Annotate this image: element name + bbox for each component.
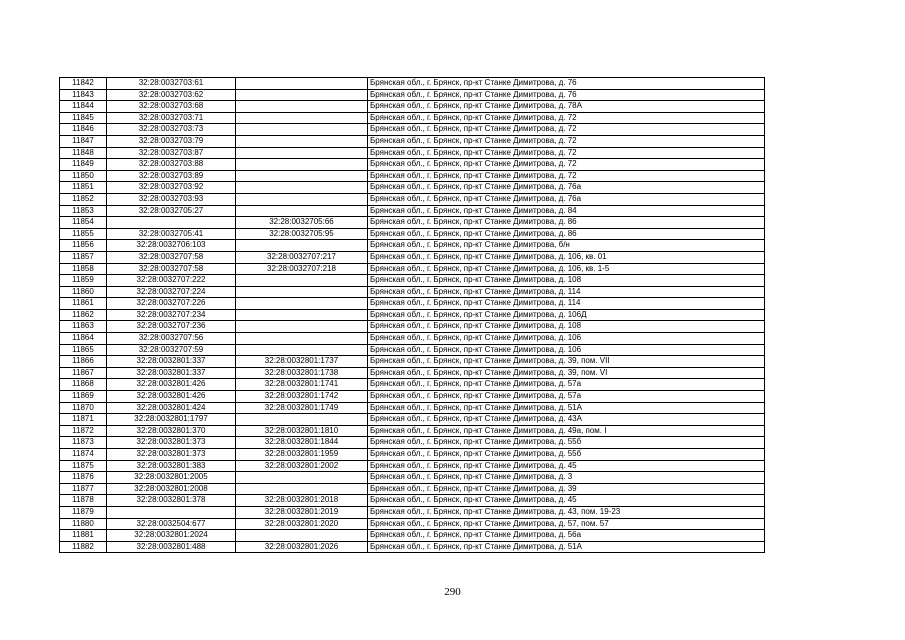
cadastral-number-cell: 32:28:0032801:378 [107, 495, 236, 507]
object-cadastral-number-cell [236, 275, 368, 287]
table-row [60, 425, 765, 437]
object-cadastral-number-cell: 32:28:0032801:2020 [236, 518, 368, 530]
address-cell: Брянская обл., г. Брянск, пр-кт Станке Димитрова, д. 106, кв. 1-5 [368, 263, 765, 275]
table-row [60, 228, 765, 240]
row-number-cell: 11856 [60, 240, 107, 252]
row-number-cell: 11844 [60, 101, 107, 113]
page-number: 290 [444, 586, 461, 598]
property-table [59, 77, 765, 553]
object-cadastral-number-cell [236, 159, 368, 171]
row-number-cell: 11843 [60, 89, 107, 101]
address-cell: Брянская обл., г. Брянск, пр-кт Станке Димитрова, д. 106, кв. 01 [368, 251, 765, 263]
address-cell: Брянская обл., г. Брянск, пр-кт Станке Димитрова, д. 43, пом. 19-23 [368, 506, 765, 518]
object-cadastral-number-cell: 32:28:0032707:217 [236, 251, 368, 263]
object-cadastral-number-cell [236, 89, 368, 101]
address-cell: Брянская обл., г. Брянск, пр-кт Станке Димитрова, д. 106Д [368, 309, 765, 321]
cadastral-number-cell: 32:28:0032801:424 [107, 402, 236, 414]
row-number-cell: 11870 [60, 402, 107, 414]
address-cell: Брянская обл., г. Брянск, пр-кт Станке Димитрова, д. 57, пом. 57 [368, 518, 765, 530]
table-row [60, 333, 765, 345]
cadastral-number-cell: 32:28:0032801:337 [107, 356, 236, 368]
table-row [60, 437, 765, 449]
row-number-cell: 11866 [60, 356, 107, 368]
object-cadastral-number-cell [236, 321, 368, 333]
row-number-cell: 11853 [60, 205, 107, 217]
address-cell: Брянская обл., г. Брянск, пр-кт Станке Димитрова, д. 57а [368, 379, 765, 391]
address-cell: Брянская обл., г. Брянск, пр-кт Станке Димитрова, д. 39, пом. VII [368, 356, 765, 368]
address-cell: Брянская обл., г. Брянск, пр-кт Станке Димитрова, д. 106 [368, 333, 765, 345]
table-row [60, 89, 765, 101]
cadastral-number-cell: 32:28:0032707:222 [107, 275, 236, 287]
table-row [60, 495, 765, 507]
cadastral-number-cell: 32:28:0032801:2005 [107, 472, 236, 484]
object-cadastral-number-cell: 32:28:0032801:2019 [236, 506, 368, 518]
table-row [60, 101, 765, 113]
object-cadastral-number-cell [236, 344, 368, 356]
row-number-cell: 11851 [60, 182, 107, 194]
table-row [60, 472, 765, 484]
row-number-cell: 11867 [60, 367, 107, 379]
address-cell: Брянская обл., г. Брянск, пр-кт Станке Димитрова, д. 78А [368, 101, 765, 113]
cadastral-number-cell: 32:28:0032504:677 [107, 518, 236, 530]
address-cell: Брянская обл., г. Брянск, пр-кт Станке Димитрова, д. 86 [368, 217, 765, 229]
address-cell: Брянская обл., г. Брянск, пр-кт Станке Димитрова, д. 55б [368, 437, 765, 449]
address-cell: Брянская обл., г. Брянск, пр-кт Станке Димитрова, д. 72 [368, 135, 765, 147]
cadastral-number-cell: 32:28:0032703:92 [107, 182, 236, 194]
cadastral-number-cell: 32:28:0032706:103 [107, 240, 236, 252]
row-number-cell: 11871 [60, 414, 107, 426]
address-cell: Брянская обл., г. Брянск, пр-кт Станке Димитрова, д. 114 [368, 298, 765, 310]
table-row [60, 170, 765, 182]
table-row [60, 205, 765, 217]
address-cell: Брянская обл., г. Брянск, пр-кт Станке Димитрова, д. 108 [368, 275, 765, 287]
row-number-cell: 11882 [60, 541, 107, 553]
cadastral-number-cell: 32:28:0032703:93 [107, 193, 236, 205]
object-cadastral-number-cell: 32:28:0032801:1959 [236, 449, 368, 461]
table-row [60, 541, 765, 553]
row-number-cell: 11865 [60, 344, 107, 356]
cadastral-number-cell: 32:28:0032801:2008 [107, 483, 236, 495]
table-row [60, 449, 765, 461]
cadastral-number-cell: 32:28:0032703:87 [107, 147, 236, 159]
object-cadastral-number-cell [236, 333, 368, 345]
cadastral-number-cell [107, 217, 236, 229]
table-row [60, 402, 765, 414]
cadastral-number-cell: 32:28:0032707:234 [107, 309, 236, 321]
table-row [60, 275, 765, 287]
cadastral-number-cell: 32:28:0032707:236 [107, 321, 236, 333]
object-cadastral-number-cell: 32:28:0032801:1742 [236, 391, 368, 403]
object-cadastral-number-cell: 32:28:0032801:1741 [236, 379, 368, 391]
table-row [60, 112, 765, 124]
address-cell: Брянская обл., г. Брянск, пр-кт Станке Димитрова, д. 76 [368, 89, 765, 101]
object-cadastral-number-cell: 32:28:0032705:95 [236, 228, 368, 240]
row-number-cell: 11869 [60, 391, 107, 403]
address-cell: Брянская обл., г. Брянск, пр-кт Станке Димитрова, д. 72 [368, 112, 765, 124]
table-row [60, 356, 765, 368]
address-cell: Брянская обл., г. Брянск, пр-кт Станке Димитрова, д. 45 [368, 495, 765, 507]
row-number-cell: 11854 [60, 217, 107, 229]
cadastral-number-cell: 32:28:0032801:2024 [107, 530, 236, 542]
cadastral-number-cell: 32:28:0032703:61 [107, 78, 236, 90]
property-table-body [60, 78, 765, 553]
row-number-cell: 11859 [60, 275, 107, 287]
address-cell: Брянская обл., г. Брянск, пр-кт Станке Димитрова, д. 51А [368, 541, 765, 553]
object-cadastral-number-cell: 32:28:0032801:1738 [236, 367, 368, 379]
address-cell: Брянская обл., г. Брянск, пр-кт Станке Димитрова, д. 76 [368, 78, 765, 90]
address-cell: Брянская обл., г. Брянск, пр-кт Станке Димитрова, д. 56а [368, 530, 765, 542]
table-row [60, 298, 765, 310]
row-number-cell: 11864 [60, 333, 107, 345]
address-cell: Брянская обл., г. Брянск, пр-кт Станке Димитрова, д. 72 [368, 170, 765, 182]
row-number-cell: 11880 [60, 518, 107, 530]
object-cadastral-number-cell: 32:28:0032801:2002 [236, 460, 368, 472]
table-row [60, 506, 765, 518]
object-cadastral-number-cell: 32:28:0032801:1844 [236, 437, 368, 449]
object-cadastral-number-cell [236, 286, 368, 298]
object-cadastral-number-cell [236, 530, 368, 542]
row-number-cell: 11873 [60, 437, 107, 449]
row-number-cell: 11855 [60, 228, 107, 240]
object-cadastral-number-cell [236, 147, 368, 159]
row-number-cell: 11849 [60, 159, 107, 171]
cadastral-number-cell: 32:28:0032703:79 [107, 135, 236, 147]
row-number-cell: 11842 [60, 78, 107, 90]
table-row [60, 78, 765, 90]
row-number-cell: 11847 [60, 135, 107, 147]
table-row [60, 286, 765, 298]
table-row [60, 124, 765, 136]
cadastral-number-cell: 32:28:0032707:224 [107, 286, 236, 298]
row-number-cell: 11850 [60, 170, 107, 182]
table-row [60, 460, 765, 472]
cadastral-number-cell: 32:28:0032801:426 [107, 391, 236, 403]
object-cadastral-number-cell [236, 193, 368, 205]
address-cell: Брянская обл., г. Брянск, пр-кт Станке Димитрова, д. 72 [368, 147, 765, 159]
cadastral-number-cell: 32:28:0032703:73 [107, 124, 236, 136]
row-number-cell: 11858 [60, 263, 107, 275]
row-number-cell: 11848 [60, 147, 107, 159]
cadastral-number-cell: 32:28:0032707:56 [107, 333, 236, 345]
address-cell: Брянская обл., г. Брянск, пр-кт Станке Димитрова, д. 49а, пом. I [368, 425, 765, 437]
cadastral-number-cell: 32:28:0032801:488 [107, 541, 236, 553]
object-cadastral-number-cell [236, 101, 368, 113]
address-cell: Брянская обл., г. Брянск, пр-кт Станке Димитрова, д. 72 [368, 124, 765, 136]
address-cell: Брянская обл., г. Брянск, пр-кт Станке Димитрова, д. 57а [368, 391, 765, 403]
address-cell: Брянская обл., г. Брянск, пр-кт Станке Димитрова, д. 39 [368, 483, 765, 495]
row-number-cell: 11876 [60, 472, 107, 484]
address-cell: Брянская обл., г. Брянск, пр-кт Станке Димитрова, д. 55б [368, 449, 765, 461]
cadastral-number-cell: 32:28:0032705:41 [107, 228, 236, 240]
table-row [60, 309, 765, 321]
object-cadastral-number-cell [236, 112, 368, 124]
row-number-cell: 11857 [60, 251, 107, 263]
table-row [60, 159, 765, 171]
object-cadastral-number-cell [236, 472, 368, 484]
table-row [60, 135, 765, 147]
object-cadastral-number-cell [236, 414, 368, 426]
object-cadastral-number-cell [236, 182, 368, 194]
address-cell: Брянская обл., г. Брянск, пр-кт Станке Димитрова, д. 76а [368, 182, 765, 194]
object-cadastral-number-cell: 32:28:0032801:1737 [236, 356, 368, 368]
table-row [60, 251, 765, 263]
cadastral-number-cell: 32:28:0032801:1797 [107, 414, 236, 426]
cadastral-number-cell: 32:28:0032703:68 [107, 101, 236, 113]
cadastral-number-cell: 32:28:0032703:71 [107, 112, 236, 124]
object-cadastral-number-cell: 32:28:0032801:2026 [236, 541, 368, 553]
table-row [60, 147, 765, 159]
cadastral-number-cell: 32:28:0032705:27 [107, 205, 236, 217]
object-cadastral-number-cell [236, 124, 368, 136]
object-cadastral-number-cell [236, 309, 368, 321]
cadastral-number-cell: 32:28:0032801:373 [107, 437, 236, 449]
row-number-cell: 11879 [60, 506, 107, 518]
object-cadastral-number-cell [236, 78, 368, 90]
row-number-cell: 11846 [60, 124, 107, 136]
address-cell: Брянская обл., г. Брянск, пр-кт Станке Димитрова, д. 3 [368, 472, 765, 484]
row-number-cell: 11878 [60, 495, 107, 507]
table-row [60, 367, 765, 379]
table-row [60, 414, 765, 426]
property-table-container [59, 77, 765, 553]
cadastral-number-cell: 32:28:0032703:88 [107, 159, 236, 171]
cadastral-number-cell: 32:28:0032707:226 [107, 298, 236, 310]
object-cadastral-number-cell [236, 135, 368, 147]
table-row [60, 182, 765, 194]
address-cell: Брянская обл., г. Брянск, пр-кт Станке Димитрова, д. 108 [368, 321, 765, 333]
cadastral-number-cell: 32:28:0032703:89 [107, 170, 236, 182]
cadastral-number-cell: 32:28:0032707:58 [107, 263, 236, 275]
cadastral-number-cell: 32:28:0032801:383 [107, 460, 236, 472]
row-number-cell: 11875 [60, 460, 107, 472]
cadastral-number-cell: 32:28:0032703:62 [107, 89, 236, 101]
table-row [60, 193, 765, 205]
address-cell: Брянская обл., г. Брянск, пр-кт Станке Димитрова, д. 43А [368, 414, 765, 426]
cadastral-number-cell: 32:28:0032707:59 [107, 344, 236, 356]
object-cadastral-number-cell: 32:28:0032801:1810 [236, 425, 368, 437]
table-row [60, 321, 765, 333]
row-number-cell: 11852 [60, 193, 107, 205]
object-cadastral-number-cell: 32:28:0032801:1749 [236, 402, 368, 414]
table-row [60, 379, 765, 391]
object-cadastral-number-cell: 32:28:0032705:66 [236, 217, 368, 229]
row-number-cell: 11877 [60, 483, 107, 495]
table-row [60, 344, 765, 356]
table-row [60, 518, 765, 530]
row-number-cell: 11862 [60, 309, 107, 321]
cadastral-number-cell: 32:28:0032801:337 [107, 367, 236, 379]
cadastral-number-cell: 32:28:0032801:370 [107, 425, 236, 437]
address-cell: Брянская обл., г. Брянск, пр-кт Станке Димитрова, д. 45 [368, 460, 765, 472]
object-cadastral-number-cell [236, 170, 368, 182]
table-row [60, 263, 765, 275]
address-cell: Брянская обл., г. Брянск, пр-кт Станке Димитрова, б/н [368, 240, 765, 252]
row-number-cell: 11881 [60, 530, 107, 542]
object-cadastral-number-cell: 32:28:0032707:218 [236, 263, 368, 275]
row-number-cell: 11872 [60, 425, 107, 437]
cadastral-number-cell [107, 506, 236, 518]
table-row [60, 391, 765, 403]
address-cell: Брянская обл., г. Брянск, пр-кт Станке Димитрова, д. 86 [368, 228, 765, 240]
address-cell: Брянская обл., г. Брянск, пр-кт Станке Димитрова, д. 72 [368, 159, 765, 171]
cadastral-number-cell: 32:28:0032801:426 [107, 379, 236, 391]
table-row [60, 240, 765, 252]
address-cell: Брянская обл., г. Брянск, пр-кт Станке Димитрова, д. 106 [368, 344, 765, 356]
row-number-cell: 11868 [60, 379, 107, 391]
object-cadastral-number-cell: 32:28:0032801:2018 [236, 495, 368, 507]
table-row [60, 483, 765, 495]
object-cadastral-number-cell [236, 205, 368, 217]
row-number-cell: 11861 [60, 298, 107, 310]
cadastral-number-cell: 32:28:0032707:58 [107, 251, 236, 263]
table-row [60, 217, 765, 229]
address-cell: Брянская обл., г. Брянск, пр-кт Станке Димитрова, д. 51А [368, 402, 765, 414]
address-cell: Брянская обл., г. Брянск, пр-кт Станке Димитрова, д. 114 [368, 286, 765, 298]
address-cell: Брянская обл., г. Брянск, пр-кт Станке Димитрова, д. 76а [368, 193, 765, 205]
object-cadastral-number-cell [236, 240, 368, 252]
row-number-cell: 11874 [60, 449, 107, 461]
row-number-cell: 11860 [60, 286, 107, 298]
cadastral-number-cell: 32:28:0032801:373 [107, 449, 236, 461]
table-row [60, 530, 765, 542]
object-cadastral-number-cell [236, 483, 368, 495]
object-cadastral-number-cell [236, 298, 368, 310]
row-number-cell: 11845 [60, 112, 107, 124]
address-cell: Брянская обл., г. Брянск, пр-кт Станке Димитрова, д. 39, пом. VI [368, 367, 765, 379]
address-cell: Брянская обл., г. Брянск, пр-кт Станке Димитрова, д. 84 [368, 205, 765, 217]
row-number-cell: 11863 [60, 321, 107, 333]
